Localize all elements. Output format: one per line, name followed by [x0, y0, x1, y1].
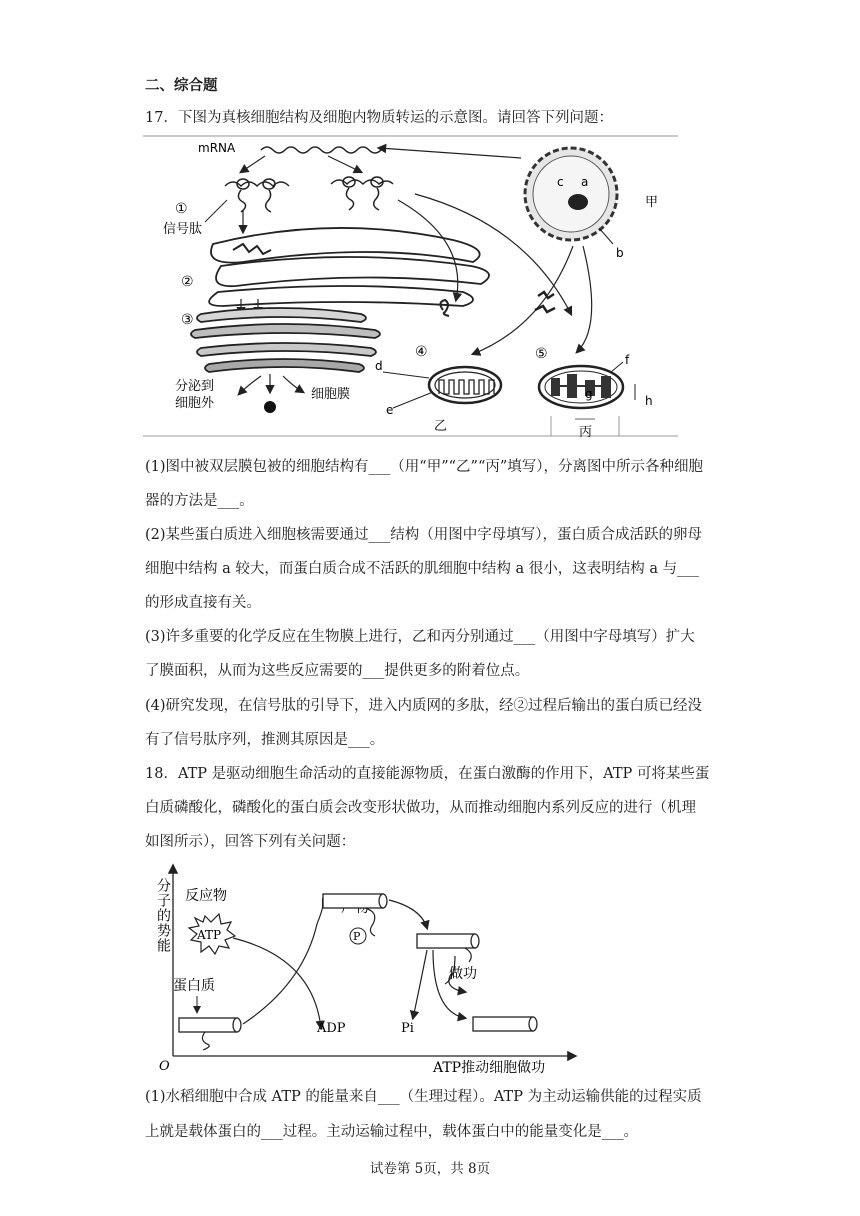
label-1: ① [175, 201, 188, 217]
label-2: ② [181, 274, 194, 290]
chloroplast-bing [539, 366, 623, 408]
secrete-label-line2: 细胞外 [175, 396, 215, 411]
label-d: d [375, 359, 383, 373]
secrete-label-line1: 分泌到 [175, 379, 215, 394]
label-jia: 甲 [645, 195, 659, 210]
section-title: 二、综合题 [145, 78, 218, 94]
mrna-strand [261, 147, 381, 153]
label-f: f [625, 353, 630, 367]
label-5: ⑤ [535, 346, 548, 362]
x-axis-label: ATP推动细胞做功 [433, 1060, 546, 1076]
protein-label: 蛋白质 [173, 978, 215, 994]
page-footer: 试卷第 5页，共 8页 [369, 1161, 491, 1177]
intermediate-cylinder [417, 934, 479, 962]
endoplasmic-reticulum [209, 228, 489, 306]
cell-structure-figure [143, 134, 683, 440]
y-axis-label: 分子的势能 [155, 878, 171, 953]
q17-line-5: 的形成直接有关。 [145, 595, 261, 611]
q18-stem-line-2: 白质磷酸化，磷酸化的蛋白质会改变形状做功，从而推动细胞内系列反应的进行（机理 [145, 800, 696, 816]
label-c: c [557, 175, 564, 189]
q18-stem-line-1: 18．ATP 是驱动细胞生命活动的直接能源物质，在蛋白激酶的作用下，ATP 可将某些蛋 [145, 766, 710, 782]
label-bing: 丙 [579, 425, 593, 440]
secretory-vesicle [264, 401, 276, 413]
pi-label: Pi [401, 1021, 414, 1036]
q17-line-4: 细胞中结构 a 较大，而蛋白质合成不活跃的肌细胞中结构 a 很小，这表明结构 a 与___ [145, 561, 699, 577]
final-cylinder [473, 1017, 537, 1031]
mrna-label: mRNA [198, 141, 236, 155]
label-3: ③ [181, 312, 194, 328]
q17-line-2: 器的方法是___。 [145, 493, 254, 509]
atp-energy-figure [145, 860, 585, 1080]
label-e: e [386, 403, 394, 417]
q17-stem: 17．下图为真核细胞结构及细胞内物质转运的示意图。请回答下列问题： [145, 110, 613, 126]
label-g: g [585, 387, 593, 401]
cell-membrane-label: 细胞膜 [311, 387, 351, 402]
atp-label: ATP [197, 928, 222, 942]
ribosome-group [225, 177, 393, 212]
q18-stem-line-3: 如图所示），回答下列有关问题： [145, 834, 356, 850]
q17-line-1: (1)图中被双层膜包被的细胞结构有___（用“甲”“乙”“丙”填写），分离图中所示各种细胞 [145, 459, 704, 475]
label-yi: 乙 [434, 419, 448, 434]
label-a: a [581, 175, 589, 189]
label-h: h [645, 394, 653, 408]
mitochondrion-yi [429, 367, 501, 403]
golgi-apparatus [191, 308, 380, 372]
nucleus-jia [525, 148, 617, 240]
reactant-label: 反应物 [185, 888, 227, 904]
q17-line-7: 了膜面积，从而为这些反应需要的___提供更多的附着位点。 [145, 663, 530, 679]
q17-line-3: (2)某些蛋白质进入细胞核需要通过___结构（用图中字母填写），蛋白质合成活跃的卵母 [145, 527, 703, 543]
q17-line-8: (4)研究发现，在信号肽的引导下，进入内质网的多肽，经②过程后输出的蛋白质已经没 [145, 698, 703, 714]
q17-line-9: 有了信号肽序列，推测其原因是___。 [145, 732, 385, 748]
adp-label: ADP [317, 1021, 346, 1036]
protein-cylinder [179, 1018, 241, 1050]
work-label: 做功 [449, 966, 477, 982]
label-b: b [616, 246, 624, 260]
q17-line-6: (3)许多重要的化学反应在生物膜上进行，乙和丙分别通过___（用图中字母填写）扩大 [145, 629, 695, 645]
q18-q1-line-1: (1)水稻细胞中合成 ATP 的能量来自___（生理过程）。ATP 为主动运输供能的过程实质 [145, 1089, 702, 1105]
p-label: P [353, 930, 361, 943]
origin-label: O [159, 1059, 170, 1074]
label-4: ④ [415, 344, 428, 360]
q18-q1-line-2: 上就是载体蛋白的___过程。主动运输过程中，载体蛋白中的能量变化是___。 [145, 1124, 638, 1140]
signal-peptide-label: 信号肽 [163, 222, 203, 237]
